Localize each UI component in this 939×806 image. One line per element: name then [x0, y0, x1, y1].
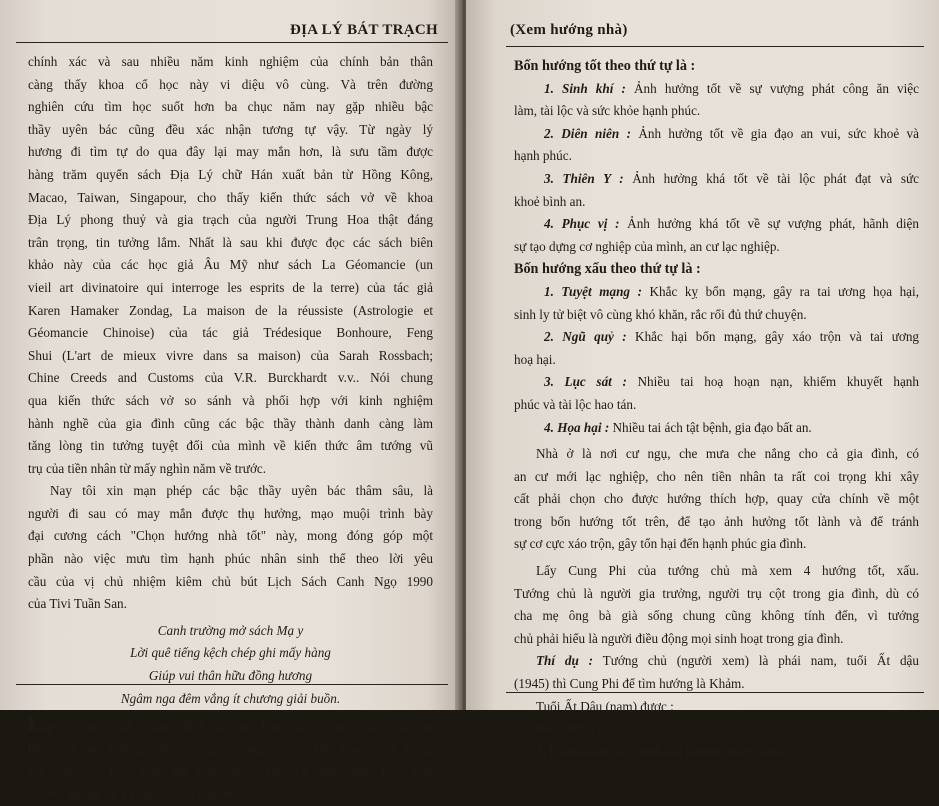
text-line: sự cơ cực xáo trộn, gây tổn hại đến hạnh phúc gia đình. — [514, 536, 807, 552]
item-label: 3. Thiên Y : — [544, 170, 624, 186]
text-line: tăng lòng tin tưởng tuyệt đối của mình về kiến thức âm tướng vũ — [28, 438, 433, 454]
example-label: Thí dụ : — [536, 653, 594, 669]
text-line: hành nghề của gia đình cũng các bậc thầy thành danh càng làm — [28, 415, 433, 431]
item-text: sự tạo dựng cơ nghiệp của mình, an cư lạc nghiệp. — [514, 238, 780, 254]
text-line: cha mẹ ông bà già sống chung cũng không tính đến, vì tướng — [514, 608, 919, 624]
text-line: có bốn hướng tốt và bốn hướng xấu như sau : — [28, 786, 268, 801]
text-line: Shui (L'art de mieux vivre dans sa maison) của Sarah Rossbach; — [28, 347, 433, 363]
text-line: Tuổi Ất Dậu (nam) được : — [536, 698, 674, 714]
text-line: Lấy Cung Phi của tướng chủ mà xem 4 hướng tốt, xấu. — [536, 563, 919, 579]
text-line: 1. Khảm biến tốn : Sinh khí (hướng đông nam) — [536, 743, 784, 759]
bad-item — [514, 281, 919, 304]
item-text: Ảnh hưởng khá tốt về tài lộc phát đạt và sức — [632, 170, 919, 186]
text-line: người đi sau có may mắn được thụ hưởng, mạo muội trình bày — [28, 505, 433, 521]
left-running-header: ĐỊA LÝ BÁT TRẠCH — [289, 22, 438, 38]
text-line: cầu của vị chủ nhiệm kiêm chủ bút Lịch Sách Canh Ngọ 1990 — [28, 573, 433, 589]
bad-item — [514, 417, 919, 440]
item-text: Ảnh hưởng tốt về gia đạo an vui, sức khoẻ và — [638, 125, 920, 141]
item-text: hoạ hại. — [514, 351, 556, 367]
text-line: hàng trăm quyển sách Địa Lý chữ Hán xuất bản từ Hồng Kông, — [28, 166, 433, 182]
text-line: Nhà ở là nơi cư ngụ, che mưa che nắng cho cả gia đình, có — [536, 446, 919, 462]
text-line: cất phải chọn cho được hướng thích hợp, quay cửa chính về một — [514, 491, 919, 507]
text-line: Géomancie Chinoise) của tác giả Trédesique Bonhoure, Feng — [28, 325, 433, 341]
text-line: đại cương cách "Chọn hướng nhà tốt" này, mong đóng góp một — [28, 528, 433, 544]
poem-line: Ngâm nga đêm vắng ít chương giải buồn. — [120, 690, 341, 706]
good-directions-title: Bốn hướng tốt theo thứ tự là : — [514, 58, 696, 74]
closing-line-first — [28, 714, 433, 738]
poem-line: Giúp vui thân hữu đồng hương — [148, 668, 313, 684]
item-text: phúc và tài lộc hao tán. — [514, 396, 637, 412]
item-text: Ảnh hưởng tốt về sự vượng phát công ăn việc — [634, 80, 920, 96]
good-item — [514, 78, 919, 101]
text-line: phần nào việc mưu tìm hạnh phúc nhân sinh thể theo lời yêu — [28, 551, 433, 567]
poem-line: Canh trường mở sách Mạ y — [157, 622, 304, 638]
drop-cap: L — [28, 713, 42, 736]
example-text: Tướng chủ (người xem) là phái nam, tuổi Ất dậu — [602, 653, 920, 669]
text-line: bếp nấu ăn, hướng mồ mả, quầy hàng v.v... điều phải xem Cung — [28, 740, 433, 756]
text-line: Địa Lý phong thuỷ và gia trạch của người Trung Hoa thật đáng — [28, 212, 433, 228]
item-label: 4. Họa hại : — [544, 419, 610, 435]
example-line — [514, 650, 919, 673]
text-line: chính xác và sau nhiều năm kinh nghiệm của chính bản thân — [28, 54, 433, 69]
text-line: của Tivi Tuần San. — [28, 596, 127, 612]
text-line: chủ phải hiểu là người điều động mọi sinh hoạt trong gia đình. — [514, 630, 844, 646]
text-line: vieil art divinatoire qui interroge les esprits de la terre) của tác giả — [28, 279, 433, 295]
text-line: hương đi tìm tự do qua đây lại may mắn hơn, là sưu tầm được — [28, 144, 433, 160]
good-item — [514, 213, 919, 236]
closing-line-rest: ập hướng nhà cũng như hướng bàn giấy làm việc, hướng — [41, 718, 433, 734]
item-text: Nhiều tai ách tật bệnh, gia đạo bất an. — [612, 419, 812, 435]
right-footer-rule — [506, 692, 924, 693]
bad-directions-title: Bốn hướng xấu theo thứ tự là : — [514, 261, 701, 278]
good-item — [514, 123, 919, 146]
text-line: Macao, Taiwan, Singapour, cho thấy kiến thức sách vở về khoa — [28, 189, 433, 205]
right-page — [466, 0, 939, 759]
text-line: trụ của tiền nhân từ mấy nghìn năm về trước. — [28, 460, 267, 476]
item-text: Nhiều tai hoạ hoạn nạn, khiếm khuyết hạnh — [637, 374, 919, 390]
text-line: càng thấy khoa cổ học này vi diệu vô cùng. Và trên đường — [28, 76, 433, 92]
item-label: 1. Sinh khí : — [544, 80, 626, 96]
text-line: Phi của mỗi tuổi nam, nữ khác nhau. Mỗi cá nhân, mỗi tuổi điều — [28, 763, 433, 779]
item-text: Ảnh hưởng khá tốt về sự vượng phát, hãnh diện — [627, 216, 919, 232]
text-line: khảo này của các học giả Âu Mỹ như sách La Géomancie (un — [28, 257, 433, 273]
item-text: làm, tài lộc và sức khỏe hạnh phúc. — [514, 103, 701, 119]
text-line: Bốn hướng tốt : — [536, 721, 620, 737]
item-text: sinh ly tử biệt vô cùng khó khăn, rắc rối đủ thứ chuyện. — [514, 306, 807, 322]
poem-line: Lời quê tiếng kệch chép ghi mấy hàng — [130, 645, 331, 661]
text-line: an cư mới lạc nghiệp, cho nên tiền nhân ta rất coi trọng khi xây — [514, 468, 919, 484]
text-line: Chine Creeds and Customs của V.R. Burckhardt v.v.. Nói chung — [28, 370, 433, 386]
right-body-text — [514, 55, 919, 763]
item-text: Khắc hại bổn mạng, gây xáo trộn và tai ương — [635, 329, 920, 345]
right-running-header: (Xem hướng nhà) — [510, 22, 628, 38]
text-line: nghiên cứu tìm học suốt hơn ba chục năm nay gặp nhiều bậc — [28, 99, 433, 115]
item-label: 2. Diên niên : — [544, 125, 631, 141]
good-item — [514, 168, 919, 191]
text-line: Nay tôi xin mạn phép các bậc thầy uyên bác thâm sâu, là — [50, 483, 433, 499]
text-line: trân trọng, tin tưởng lắm. Nhất là sau khi được đọc các sách biên — [28, 234, 433, 250]
text-line: (1945) thì Cung Phi để tìm hướng là Khảm. — [514, 676, 745, 692]
item-label: 3. Lục sát : — [544, 374, 627, 390]
bad-item — [514, 326, 919, 349]
left-header-rule — [16, 42, 448, 43]
text-line: trong bốn hướng tốt trên, để tạo ảnh hưởng tốt lành và để tránh — [514, 513, 919, 529]
right-header-rule — [506, 46, 924, 47]
item-label: 2. Ngũ quỷ : — [544, 329, 627, 345]
left-body-text — [28, 51, 433, 806]
left-footer-rule — [16, 684, 448, 685]
item-label: 1. Tuyệt mạng : — [544, 283, 642, 299]
text-line: Karen Hamaker Zondag, La maison de la réussiste (Astrologie et — [28, 302, 433, 318]
bad-item — [514, 371, 919, 394]
item-label: 4. Phục vị : — [544, 216, 620, 232]
text-line: Tướng chủ là người gia trưởng, người trụ cột trong gia đình, dù có — [514, 585, 919, 601]
item-text: khoẻ bình an. — [514, 193, 586, 209]
left-page — [0, 0, 460, 801]
text-line: qua kiến thức sách vở so sánh và phối hợp với kinh nghiệm — [28, 392, 433, 408]
text-line: thầy uyên bác cũng đều xác nhận tương tự vậy. Từ ngày lý — [28, 121, 433, 137]
item-text: hạnh phúc. — [514, 148, 572, 164]
item-text: Khắc kỵ bổn mạng, gây ra tai ương họa hại, — [649, 283, 919, 299]
